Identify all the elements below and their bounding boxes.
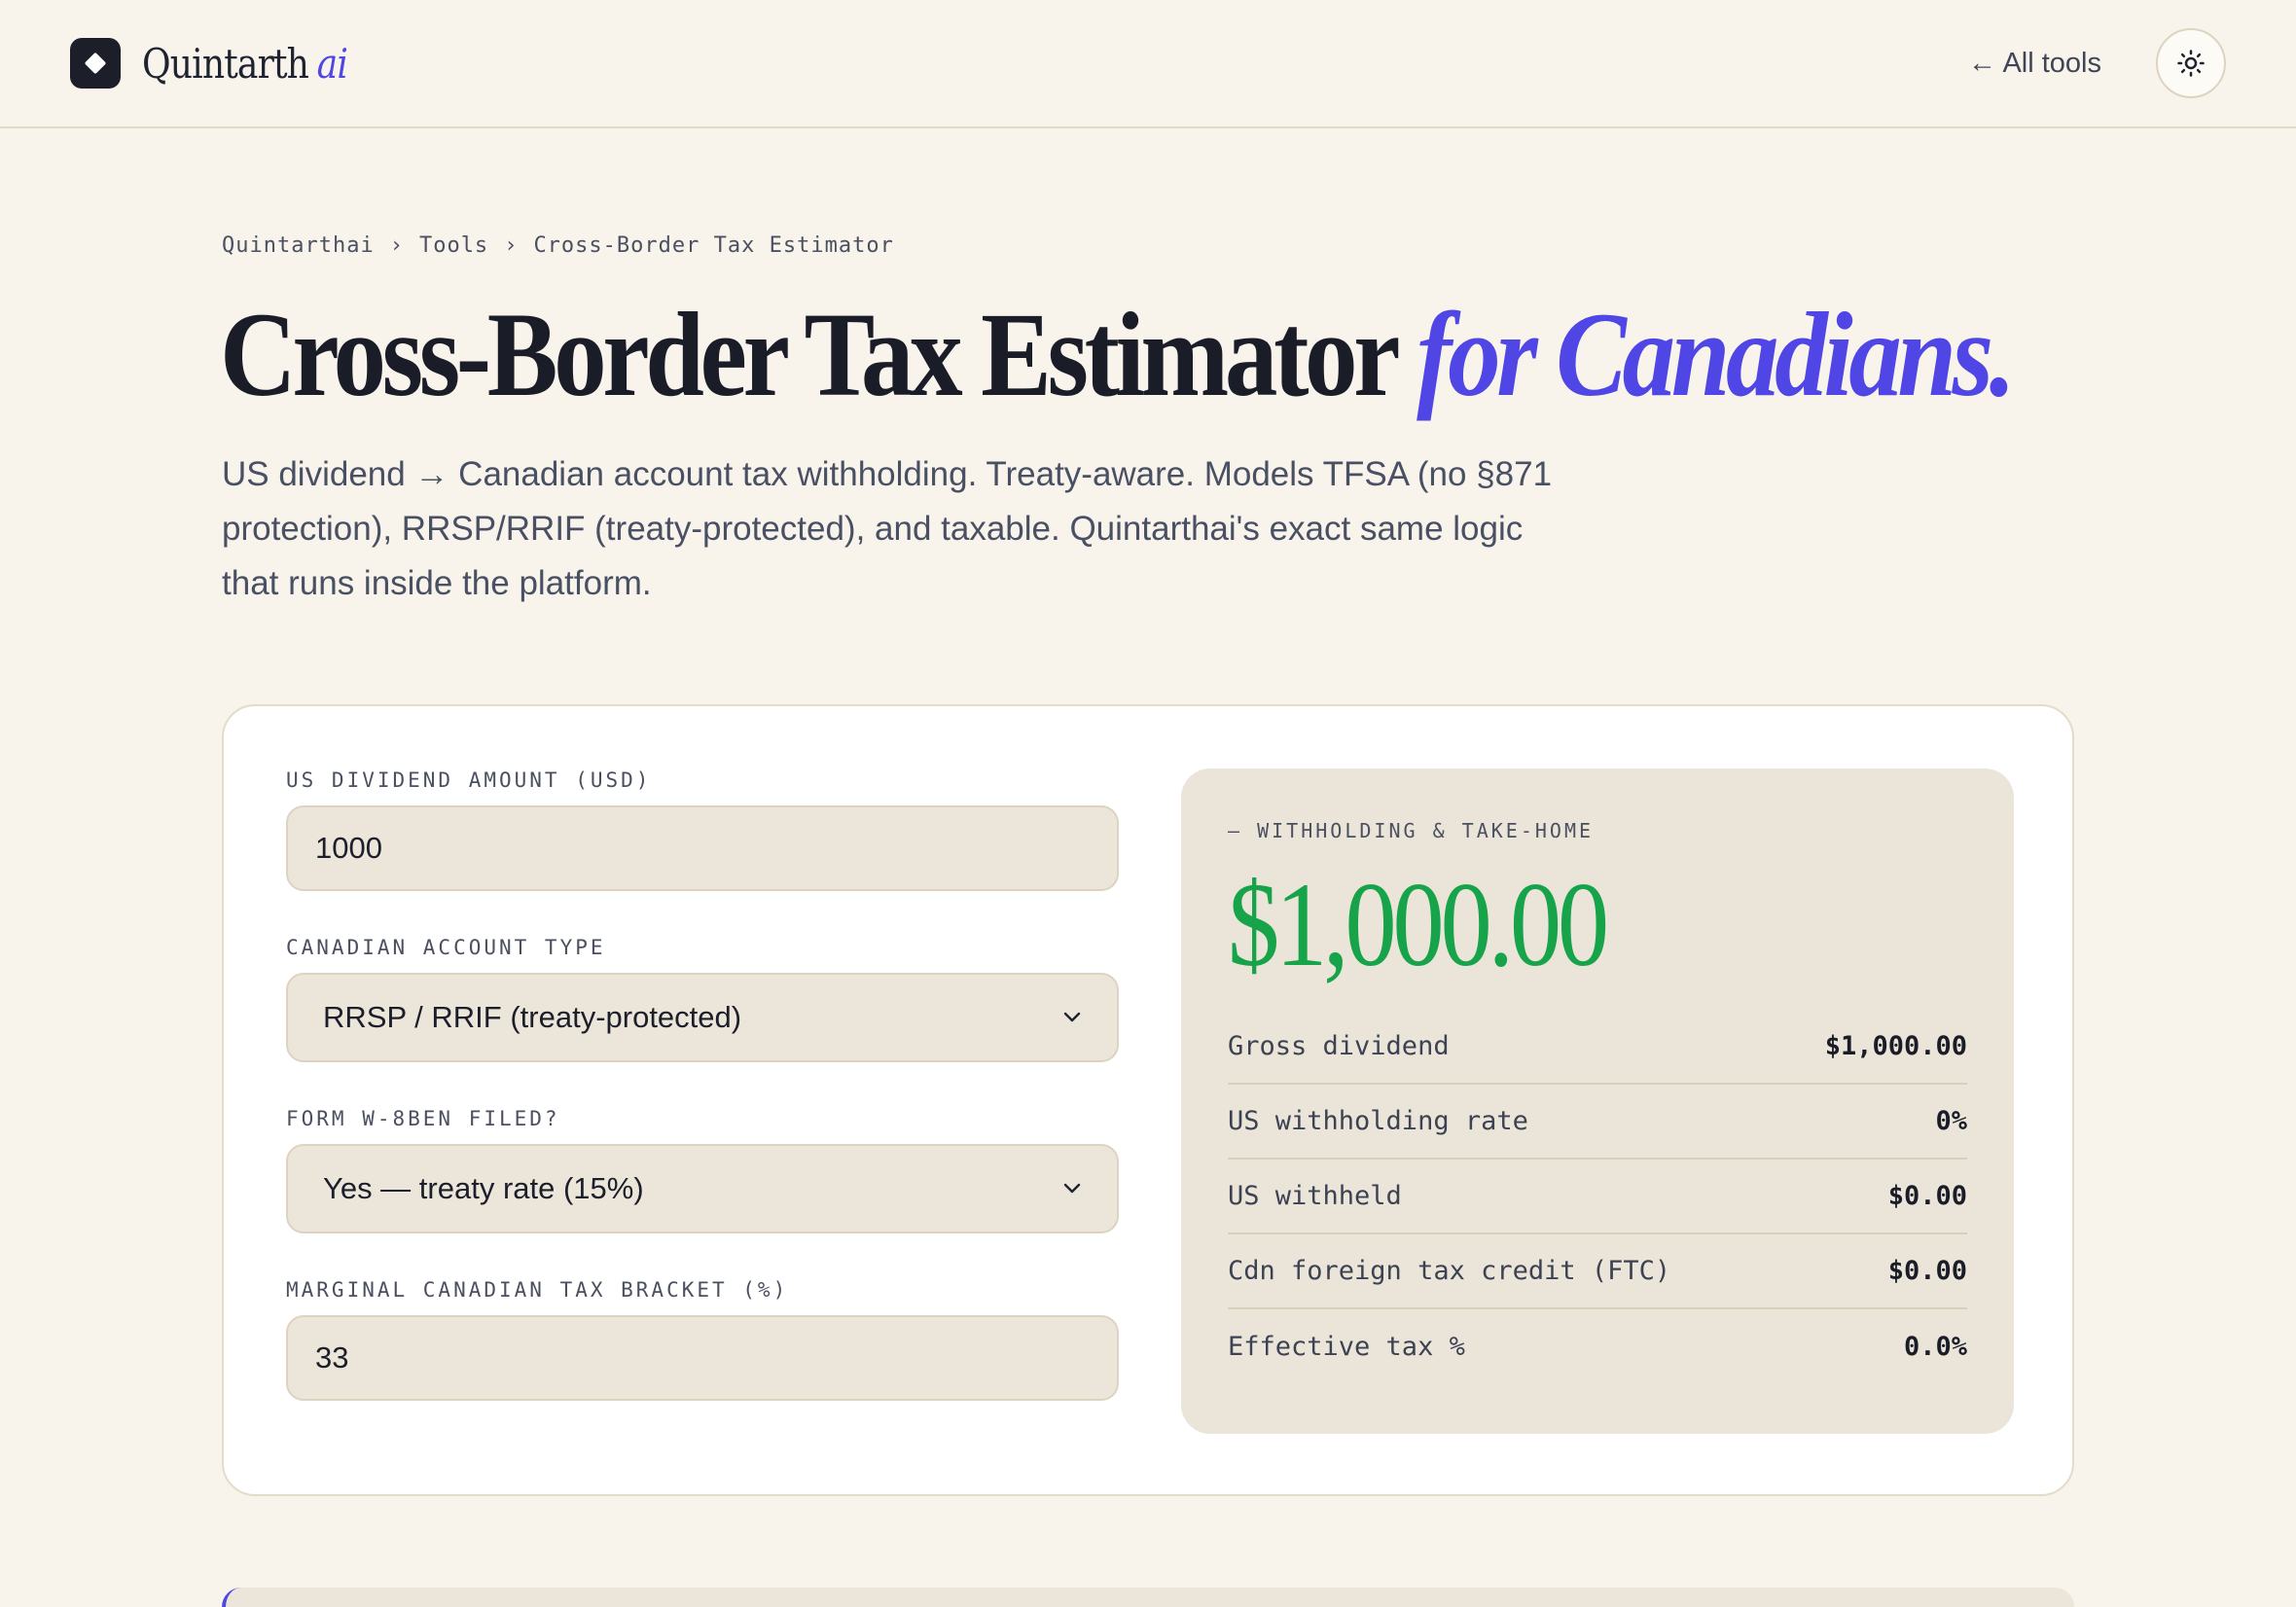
result-row-value: $1,000.00: [1824, 1031, 1967, 1061]
take-home-amount: $1,000.00: [1228, 858, 1605, 991]
w8ben-field: [286, 1107, 1119, 1233]
result-row-value: $0.00: [1887, 1181, 1967, 1211]
breadcrumb: [222, 233, 894, 258]
breadcrumb-separator: ›: [389, 233, 404, 258]
result-row-value: 0%: [1935, 1106, 1967, 1136]
result-row-value: $0.00: [1887, 1256, 1967, 1286]
chevron-down-icon: [1062, 1011, 1082, 1024]
result-row: [1228, 1309, 1967, 1384]
diamond-icon: [70, 38, 121, 89]
page-title-main: Cross-Border Tax Estimator: [220, 288, 1395, 421]
result-row: [1228, 1085, 1967, 1160]
estimator-card: [222, 704, 2074, 1496]
result-row-label: Effective tax %: [1228, 1332, 1465, 1362]
result-row-label: Cdn foreign tax credit (FTC): [1228, 1256, 1671, 1286]
w8ben-select[interactable]: [286, 1144, 1119, 1233]
account-type-select[interactable]: [286, 973, 1119, 1062]
sun-icon: [2176, 49, 2206, 78]
result-row: [1228, 1234, 1967, 1309]
dividend-field: [286, 768, 1119, 891]
header-actions: [1968, 28, 2226, 98]
brand-name: Quintarth: [142, 39, 309, 88]
breadcrumb-separator: ›: [504, 233, 519, 258]
dividend-label: US DIVIDEND AMOUNT (USD): [286, 768, 652, 792]
result-row-label: Gross dividend: [1228, 1031, 1450, 1061]
tax-bracket-field: [286, 1278, 1119, 1401]
w8ben-label: FORM W-8BEN FILED?: [286, 1107, 560, 1130]
tax-bracket-label: MARGINAL CANADIAN TAX BRACKET (%): [286, 1278, 789, 1302]
account-type-value: RRSP / RRIF (treaty-protected): [323, 1000, 742, 1034]
brand-logo[interactable]: [70, 38, 380, 89]
brand-suffix: ai: [316, 39, 348, 88]
breadcrumb-tools[interactable]: Tools: [418, 233, 489, 258]
top-bar: [0, 0, 2296, 128]
dividend-input-value: 1000: [315, 831, 382, 865]
tax-bracket-input-value: 33: [315, 1340, 349, 1375]
all-tools-link[interactable]: ← All tools: [1968, 47, 2101, 79]
tax-bracket-input[interactable]: [286, 1315, 1119, 1401]
result-breakdown: [1228, 1010, 1967, 1384]
page-title: [220, 288, 2012, 421]
w8ben-value: Yes — treaty rate (15%): [323, 1171, 644, 1205]
chevron-down-icon: [1062, 1182, 1082, 1196]
account-type-label: CANADIAN ACCOUNT TYPE: [286, 936, 606, 959]
result-row: [1228, 1160, 1967, 1234]
result-row-label: US withheld: [1228, 1181, 1402, 1211]
dividend-input[interactable]: [286, 805, 1119, 891]
account-type-field: [286, 936, 1119, 1062]
page-subtitle: US dividend → Canadian account tax withholding. Treaty-aware. Models TFSA (no §871 protection), RRSP/RRIF (treaty-protected), and taxable. Quintarthai's exact same logic that runs inside the platform.: [222, 455, 1553, 602]
theme-toggle-button[interactable]: [2156, 28, 2226, 98]
breadcrumb-home[interactable]: Quintarthai: [222, 233, 375, 258]
brand-wordmark: [142, 40, 347, 88]
result-row-label: US withholding rate: [1228, 1106, 1528, 1136]
result-row-value: 0.0%: [1903, 1332, 1967, 1362]
breadcrumb-current: Cross-Border Tax Estimator: [533, 233, 894, 258]
result-row: [1228, 1010, 1967, 1085]
next-section-edge: [222, 1588, 2074, 1607]
result-kicker: — WITHHOLDING & TAKE-HOME: [1228, 819, 1595, 842]
page-title-accent: for Canadians.: [1417, 288, 2012, 421]
result-panel: [1181, 768, 2014, 1434]
input-form: [286, 768, 1119, 1446]
